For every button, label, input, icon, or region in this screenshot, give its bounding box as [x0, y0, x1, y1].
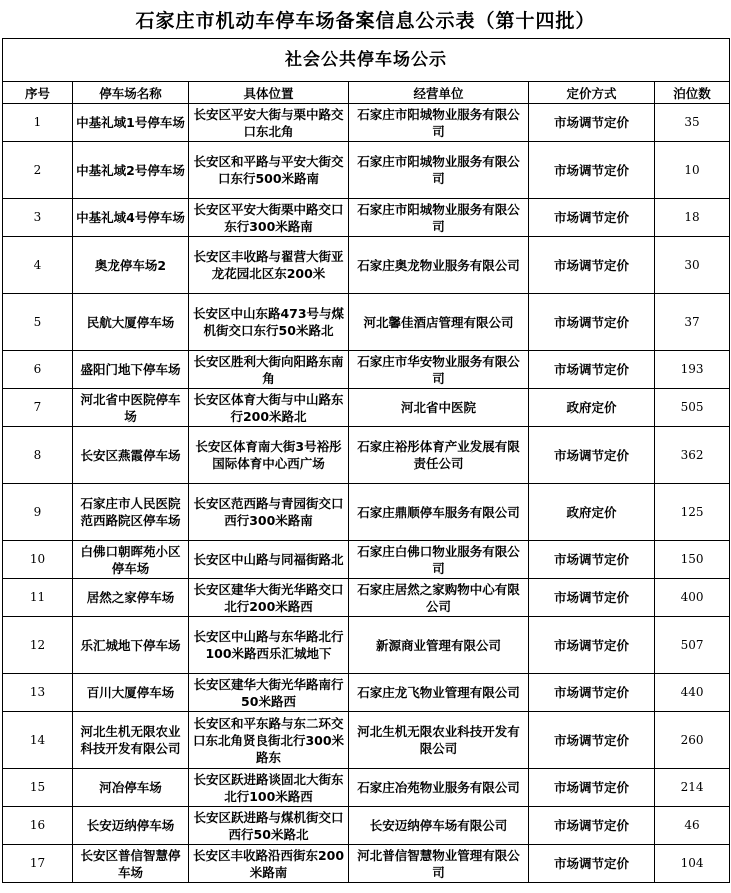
cell-operator: 石家庄居然之家购物中心有限公司 — [349, 579, 529, 617]
cell-name: 中基礼域1号停车场 — [73, 104, 189, 142]
cell-pricing: 市场调节定价 — [529, 351, 655, 389]
table-row — [3, 237, 730, 294]
header-location: 具体位置 — [189, 82, 349, 104]
cell-location: 长安区体育南大街3号裕彤国际体育中心西广场 — [189, 427, 349, 484]
cell-seq: 12 — [3, 617, 73, 674]
table-row — [3, 579, 730, 617]
cell-spaces: 18 — [655, 199, 730, 237]
cell-pricing: 市场调节定价 — [529, 674, 655, 712]
cell-seq: 14 — [3, 712, 73, 769]
cell-operator: 石家庄鼎顺停车服务有限公司 — [349, 484, 529, 541]
cell-operator: 石家庄市阳城物业服务有限公司 — [349, 142, 529, 199]
cell-pricing: 市场调节定价 — [529, 845, 655, 883]
cell-name: 奥龙停车场2 — [73, 237, 189, 294]
cell-location: 长安区建华大街光华路交口北行200米路西 — [189, 579, 349, 617]
cell-pricing: 市场调节定价 — [529, 807, 655, 845]
cell-spaces: 30 — [655, 237, 730, 294]
cell-pricing: 市场调节定价 — [529, 579, 655, 617]
cell-name: 长安迈纳停车场 — [73, 807, 189, 845]
cell-seq: 17 — [3, 845, 73, 883]
table-row — [3, 484, 730, 541]
table-row — [3, 769, 730, 807]
cell-location: 长安区跃进路与煤机街交口西行50米路北 — [189, 807, 349, 845]
cell-spaces: 46 — [655, 807, 730, 845]
cell-location: 长安区体育大街与中山路东行200米路北 — [189, 389, 349, 427]
cell-spaces: 362 — [655, 427, 730, 484]
page-title: 石家庄市机动车停车场备案信息公示表（第十四批） — [135, 9, 596, 32]
cell-spaces: 10 — [655, 142, 730, 199]
table-row — [3, 389, 730, 427]
cell-name: 盛阳门地下停车场 — [73, 351, 189, 389]
cell-location: 长安区跃进路谈固北大街东北行100米路西 — [189, 769, 349, 807]
cell-spaces: 260 — [655, 712, 730, 769]
cell-location: 长安区中山路与东华路北行100米路西乐汇城地下 — [189, 617, 349, 674]
cell-name: 长安区普信智慧停车场 — [73, 845, 189, 883]
cell-seq: 2 — [3, 142, 73, 199]
table-row — [3, 845, 730, 883]
cell-operator: 石家庄龙飞物业管理有限公司 — [349, 674, 529, 712]
cell-location: 长安区建华大街光华路南行50米路西 — [189, 674, 349, 712]
cell-name: 河北省中医院停车场 — [73, 389, 189, 427]
table-row — [3, 199, 730, 237]
cell-location: 长安区和平东路与东二环交口东北角贤良街北行300米路东 — [189, 712, 349, 769]
cell-spaces: 150 — [655, 541, 730, 579]
cell-pricing: 市场调节定价 — [529, 617, 655, 674]
cell-location: 长安区中山路与同福街路北 — [189, 541, 349, 579]
cell-name: 百川大厦停车场 — [73, 674, 189, 712]
cell-operator: 河北省中医院 — [349, 389, 529, 427]
header-spaces: 泊位数 — [655, 82, 730, 104]
header-name: 停车场名称 — [73, 82, 189, 104]
cell-spaces: 507 — [655, 617, 730, 674]
cell-operator: 石家庄市华安物业服务有限公司 — [349, 351, 529, 389]
cell-name: 石家庄市人民医院范西路院区停车场 — [73, 484, 189, 541]
cell-seq: 8 — [3, 427, 73, 484]
cell-location: 长安区丰收路与翟营大街亚龙花园北区东200米 — [189, 237, 349, 294]
cell-seq: 7 — [3, 389, 73, 427]
cell-seq: 11 — [3, 579, 73, 617]
parking-table — [2, 38, 730, 883]
cell-name: 中基礼域2号停车场 — [73, 142, 189, 199]
cell-seq: 6 — [3, 351, 73, 389]
cell-location: 长安区胜利大街向阳路东南角 — [189, 351, 349, 389]
cell-seq: 15 — [3, 769, 73, 807]
cell-seq: 3 — [3, 199, 73, 237]
cell-name: 长安区燕霞停车场 — [73, 427, 189, 484]
cell-location: 长安区平安大街栗中路交口东行300米路南 — [189, 199, 349, 237]
table-row — [3, 427, 730, 484]
cell-seq: 9 — [3, 484, 73, 541]
cell-pricing: 市场调节定价 — [529, 199, 655, 237]
table-row — [3, 617, 730, 674]
cell-operator: 河北馨佳酒店管理有限公司 — [349, 294, 529, 351]
cell-spaces: 35 — [655, 104, 730, 142]
cell-spaces: 400 — [655, 579, 730, 617]
cell-name: 中基礼域4号停车场 — [73, 199, 189, 237]
cell-operator: 石家庄冶苑物业服务有限公司 — [349, 769, 529, 807]
cell-operator: 新源商业管理有限公司 — [349, 617, 529, 674]
table-row — [3, 104, 730, 142]
table-row — [3, 541, 730, 579]
cell-seq: 16 — [3, 807, 73, 845]
cell-location: 长安区中山东路473号与煤机街交口东行50米路北 — [189, 294, 349, 351]
cell-pricing: 政府定价 — [529, 389, 655, 427]
cell-seq: 1 — [3, 104, 73, 142]
cell-spaces: 125 — [655, 484, 730, 541]
cell-operator: 河北生机无限农业科技开发有限公司 — [349, 712, 529, 769]
cell-pricing: 市场调节定价 — [529, 541, 655, 579]
cell-name: 河冶停车场 — [73, 769, 189, 807]
cell-operator: 河北普信智慧物业管理有限公司 — [349, 845, 529, 883]
section-title: 社会公共停车场公示 — [3, 39, 730, 82]
cell-operator: 石家庄市阳城物业服务有限公司 — [349, 104, 529, 142]
cell-seq: 13 — [3, 674, 73, 712]
cell-pricing: 市场调节定价 — [529, 104, 655, 142]
cell-spaces: 104 — [655, 845, 730, 883]
cell-pricing: 市场调节定价 — [529, 237, 655, 294]
cell-location: 长安区丰收路沿西街东200米路南 — [189, 845, 349, 883]
cell-operator: 长安迈纳停车场有限公司 — [349, 807, 529, 845]
cell-pricing: 市场调节定价 — [529, 769, 655, 807]
cell-name: 白佛口朝晖苑小区停车场 — [73, 541, 189, 579]
table-row — [3, 807, 730, 845]
cell-spaces: 440 — [655, 674, 730, 712]
cell-location: 长安区和平路与平安大街交口东行500米路南 — [189, 142, 349, 199]
header-pricing: 定价方式 — [529, 82, 655, 104]
table-row — [3, 294, 730, 351]
header-seq: 序号 — [3, 82, 73, 104]
cell-spaces: 505 — [655, 389, 730, 427]
cell-pricing: 政府定价 — [529, 484, 655, 541]
cell-pricing: 市场调节定价 — [529, 427, 655, 484]
cell-location: 长安区范西路与青园街交口西行300米路南 — [189, 484, 349, 541]
cell-seq: 10 — [3, 541, 73, 579]
table-row — [3, 351, 730, 389]
cell-pricing: 市场调节定价 — [529, 294, 655, 351]
table-row — [3, 142, 730, 199]
cell-spaces: 193 — [655, 351, 730, 389]
cell-operator: 石家庄白佛口物业服务有限公司 — [349, 541, 529, 579]
header-operator: 经营单位 — [349, 82, 529, 104]
table-row — [3, 712, 730, 769]
cell-operator: 石家庄裕彤体育产业发展有限责任公司 — [349, 427, 529, 484]
cell-name: 河北生机无限农业科技开发有限公司 — [73, 712, 189, 769]
table-header-row — [3, 82, 730, 104]
cell-seq: 5 — [3, 294, 73, 351]
cell-name: 乐汇城地下停车场 — [73, 617, 189, 674]
cell-operator: 石家庄市阳城物业服务有限公司 — [349, 199, 529, 237]
table-row — [3, 674, 730, 712]
cell-operator: 石家庄奥龙物业服务有限公司 — [349, 237, 529, 294]
cell-name: 居然之家停车场 — [73, 579, 189, 617]
cell-pricing: 市场调节定价 — [529, 712, 655, 769]
cell-spaces: 214 — [655, 769, 730, 807]
cell-seq: 4 — [3, 237, 73, 294]
cell-pricing: 市场调节定价 — [529, 142, 655, 199]
cell-location: 长安区平安大街与栗中路交口东北角 — [189, 104, 349, 142]
cell-spaces: 37 — [655, 294, 730, 351]
cell-name: 民航大厦停车场 — [73, 294, 189, 351]
